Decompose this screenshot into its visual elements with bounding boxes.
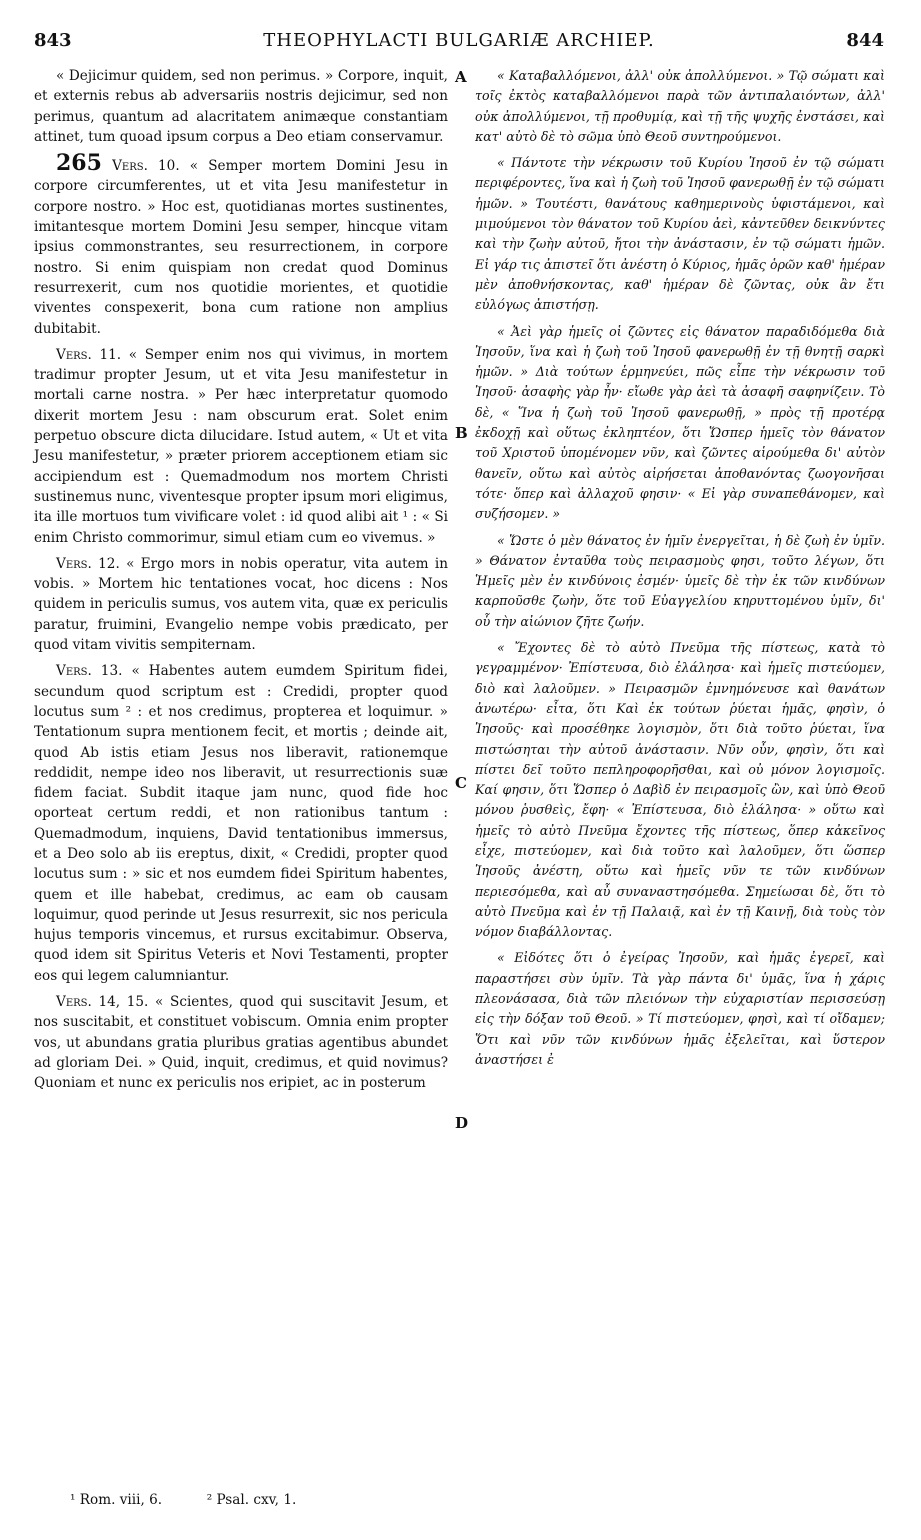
verse-label: Vers. 11.: [56, 346, 122, 363]
greek-paragraph: « Ἀεὶ γὰρ ἡμεῖς οἱ ζῶντες εἰς θάνατον παραδιδόμεθα διὰ Ἰησοῦν, ἵνα καὶ ἡ ζωὴ τοῦ Ἰησοῦ φανερωθῇ ἐν τῇ θνητῇ σαρκὶ ἡμῶν. » Διὰ τούτων ἑρμηνεύει, πῶς εἶπε τὴν νέκρωσιν τοῦ Ἰησοῦ· ἀσαφὴς γὰρ ἦν· εἴωθε γὰρ ἀεὶ τὰ ἀσαφῆ σαφηνίζειν. Τὸ δὲ, « Ἵνα ἡ ζωὴ τοῦ Ἰησοῦ φανερωθῇ, » πρὸς τῇ προτέρᾳ ἐκδοχῇ καὶ οὕτως ἐκληπτέον, ὅτι Ὥσπερ ἡμεῖς τὸν θάνατον τοῦ Χριστοῦ ὑπομένομεν νῦν, καὶ ζῶντες αἱρούμεθα δι' αὐτὸν θανεῖν, οὕτω καὶ αὐτὸς αἱρήσεται ἀποθανόντας ζωογονῆσαι τότε· ὅπερ καὶ ἀλλαχοῦ φησιν· « Εἰ γὰρ συναπεθάνομεν, καὶ συζήσομεν. »: [475, 323, 885, 522]
latin-text: « Semper enim nos qui vivimus, in mortem tradimur propter Jesum, ut et vita Jesu manifestetur in mortali carne nostra. » Per hæc interpretatur quomodo dixerit mortem Jesu : nam obscurum erat. Solet enim perpetuo obscure dicta dilucidare. Istud autem, « Ut et vita Jesu manifestetur, » præter priorem acceptionem etiam sic accipiendum est : Quemadmodum nos mortem Christi sustinemus nunc, viventesque propter ipsum mori eligimus, ita ille mortuos tum vivificare volet : id quod alibi ait ¹ : « Si enim Christo commorimur, simul etiam cum eo vivemus. »: [34, 346, 448, 546]
footnotes: [70, 1492, 296, 1508]
latin-paragraph: « Dejicimur quidem, sed non perimus. » Corpore, inquit, et externis rebus ab adversariis nostris dejicimur, sed non perimus, quantum ad alacritatem animæque constantiam attinet, tum quoad ipsum corpus a Deo etiam conservamur.: [34, 68, 448, 145]
margin-marker-d: D: [455, 1114, 469, 1132]
latin-paragraph: [34, 554, 448, 655]
latin-text: « Habentes autem eumdem Spiritum fidei, secundum quod scriptum est : Credidi, propter quod locutus sum ² : et nos credimus, propterea et loquimur. » Tentationum supra mentionem fecit, et mortis ; deinde ait, quod Ab istis etiam Jesus nos liberavit, rationemque reddidit, nempe ideo nos liberavit, ut resurrectionis suæ fidem faciat. Subdit itaque jam nunc, quod fide hoc oporteat certum reddi, et non rationibus tantum : Quemadmodum, inquiens, David tentationibus immersus, et a Deo solo ab iis ereptus, dixit, « Credidi, propter quod locutus sum : » sic et nos eumdem fidei Spiritum habentes, quem et ille habebat, credimus, ac eam ob causam loquimur, quod perinde ut Jesus resurrexit, sic nos pericula hujus temporis vincemus, et rursus excitabimur. Observa, quod idem sit Spiritus Veteris et Novi Testamenti, propter eos qui legem calumniantur.: [34, 663, 449, 984]
margin-marker-a: A: [455, 68, 467, 86]
verse-label: Vers. 14, 15.: [56, 994, 149, 1011]
latin-paragraph: [34, 345, 448, 548]
greek-paragraph: « Εἰδότες ὅτι ὁ ἐγείρας Ἰησοῦν, καὶ ἡμᾶς ἐγερεῖ, καὶ παραστήσει σὺν ὑμῖν. Τὰ γὰρ πάντα δι' ὑμᾶς, ἵνα ἡ χάρις πλεονάσασα, διὰ τῶν πλειόνων τὴν εὐχαριστίαν περισσεύσῃ εἰς τὴν δόξαν τοῦ Θεοῦ. » Τί πιστεύομεν, φησὶ, καὶ τί οἴδαμεν; Ὅτι καὶ νῦν τῶν κινδύνων ἡμᾶς ἐξελεῖται, καὶ ὕστερον ἀναστήσει ἐ: [475, 950, 885, 1067]
greek-paragraph: « Καταβαλλόμενοι, ἀλλ' οὐκ ἀπολλύμενοι. » Τῷ σώματι καὶ τοῖς ἐκτὸς καταβαλλόμενοι παρὰ τῶν ἀντιπαλαιόντων, ἀλλ' οὐκ ἀπολλύμενοι, τῇ προθυμίᾳ, καὶ τῇ τῆς ψυχῆς ἐνστάσει, καὶ κατ' αὐτὸ δὲ τὸ σῶμα ὑπὸ Θεοῦ συντηρούμενοι.: [475, 68, 885, 144]
verse-label: Vers. 10.: [112, 158, 180, 175]
latin-column: [34, 66, 448, 1094]
greek-paragraph: « Ἔχοντες δὲ τὸ αὐτὸ Πνεῦμα τῆς πίστεως, κατὰ τὸ γεγραμμένον· Ἐπίστευσα, διὸ ἐλάλησα· καὶ ἡμεῖς πιστεύομεν, διὸ καὶ λαλοῦμεν. » Πειρασμῶν ἐμνημόνευσε καὶ θανάτων ἀνωτέρω· εἶτα, ὅτι Καὶ ἐκ τούτων ῥύεται ἡμᾶς, φησὶν, ὁ Ἰησοῦς· καὶ προσέθηκε λογισμὸν, ὅτι διὰ τοῦτο ῥύεται, ἵνα πιστώσηται τὴν αὐτοῦ ἀνάστασιν. Νῦν οὖν, φησὶν, ὅτι καὶ πίστει δεῖ τοῦτο πεπληροφορῆσθαι, καὶ οὐ μόνον λογισμοῖς. Καί φησιν, ὅτι Ὥσπερ ὁ Δαβὶδ ἐν πειρασμοῖς ὢν, καὶ ὑπὸ Θεοῦ μόνου ῥυσθεὶς, ἔφη· « Ἐπίστευσα, διὸ ἐλάλησα· » οὕτω καὶ ἡμεῖς τὸ αὐτὸ Πνεῦμα ἔχοντες τῆς πίστεως, ὅπερ κἀκεῖνος εἶχε, πιστεύομεν, καὶ διὰ τοῦτο καὶ λαλοῦμεν, ὅτι ὥσπερ Ἰησοῦς ἀνέστη, οὕτω καὶ ἡμεῖς νῦν τε τῶν κινδύνων περιεσόμεθα, καὶ αὖ συναναστησόμεθα. Σημείωσαι δὲ, ὅτι τὸ αὐτὸ Πνεῦμα καὶ ἐν τῇ Παλαιᾷ, καὶ ἐν τῇ Καινῇ, διὰ τοὺς τὸν νόμον διαβάλλοντας.: [475, 640, 885, 940]
greek-paragraph: « Ὥστε ὁ μὲν θάνατος ἐν ἡμῖν ἐνεργεῖται, ἡ δὲ ζωὴ ἐν ὑμῖν. » Θάνατον ἐνταῦθα τοὺς πειρασμοὺς φησι, τοῦτο λέγων, ὅτι Ἡμεῖς μὲν ἐν κινδύνοις ἐσμέν· ὑμεῖς δὲ τὴν ἐκ τῶν κινδύνων καρποῦσθε ζωὴν, ὅτε τοῦ Εὐαγγελίου κηρυττομένου ὑμῖν, δι' οὗ τὴν αἰώνιον ζῆτε ζωήν.: [475, 532, 885, 629]
latin-text: « Scientes, quod qui suscitavit Jesum, et nos suscitabit, et constituet vobiscum. Omnia enim propter vos, ut abundans gratia pluribus gratias agentibus abundet ad gloriam Dei. » Quid, inquit, credimus, et quid novimus? Quoniam et nunc ex periculis nos eripiet, ac in posterum: [34, 994, 449, 1092]
verse-label: Vers. 12.: [56, 555, 120, 572]
margin-marker-b: B: [455, 424, 468, 442]
latin-text: « Ergo mors in nobis operatur, vita autem in vobis. » Mortem hic tentationes vocat, hoc dicens : Nos quidem in periculis sumus, vos autem vita, quæ ex periculis paratur, fruimini, Evangelio nempe vobis prædicato, per quod vitam vivitis sempiternam.: [34, 555, 448, 654]
latin-paragraph: [34, 992, 448, 1093]
running-title: THEOPHYLACTI BULGARIÆ ARCHIEP.: [263, 30, 655, 51]
margin-marker-c: C: [455, 774, 467, 792]
footnote: ¹ Rom. viii, 6.: [70, 1492, 163, 1508]
latin-paragraph: [34, 661, 448, 986]
page-number-right: 844: [846, 30, 884, 51]
greek-paragraph: « Πάντοτε τὴν νέκρωσιν τοῦ Κυρίου Ἰησοῦ ἐν τῷ σώματι περιφέροντες, ἵνα καὶ ἡ ζωὴ τοῦ Ἰησοῦ φανερωθῇ ἐν τῷ σώματι ἡμῶν. » Τουτέστι, θανάτους καθημερινοὺς ὑφιστάμενοι, καὶ μιμούμενοι τὸν θάνατον τοῦ Κυρίου ἀεὶ, κἀντεῦθεν δεικνύντες καὶ τὴν ζωὴν αὐτοῦ, ἤτοι τὴν ἀνάστασιν, ἐν τῷ σώματι ἡμῶν. Εἰ γάρ τις ἀπιστεῖ ὅτι ἀνέστη ὁ Κύριος, ἡμᾶς ὁρῶν καθ' ἡμέραν μὲν ἀποθνήσκοντας, καθ' ἡμέραν δὲ ζῶντας, οὐκ ἂν ἔτι εὐλόγως ἀπιστήσῃ.: [475, 155, 885, 313]
latin-paragraph: [34, 150, 448, 339]
page-number-left: 843: [34, 30, 72, 51]
greek-column: [475, 66, 885, 1070]
page-header: [34, 30, 884, 54]
section-number: 265: [56, 150, 102, 177]
verse-label: Vers. 13.: [56, 663, 123, 680]
footnote: ² Psal. cxv, 1.: [206, 1492, 297, 1508]
latin-text: « Semper mortem Domini Jesu in corpore circumferentes, ut et vita Jesu manifestetur in corpore nostro. » Hoc est, quotidianas mortes sustinentes, imitantesque mortem Domini Jesu semper, hincque vitam ipsius commonstrantes, seu resurrectionem, in corpore nostro. Si enim quispiam non credat quod Dominus resurrexerit, cum nos quotidie morientes, et quotidie viventes conspexerit, bona cum ratione non amplius dubitabit.: [34, 158, 448, 337]
